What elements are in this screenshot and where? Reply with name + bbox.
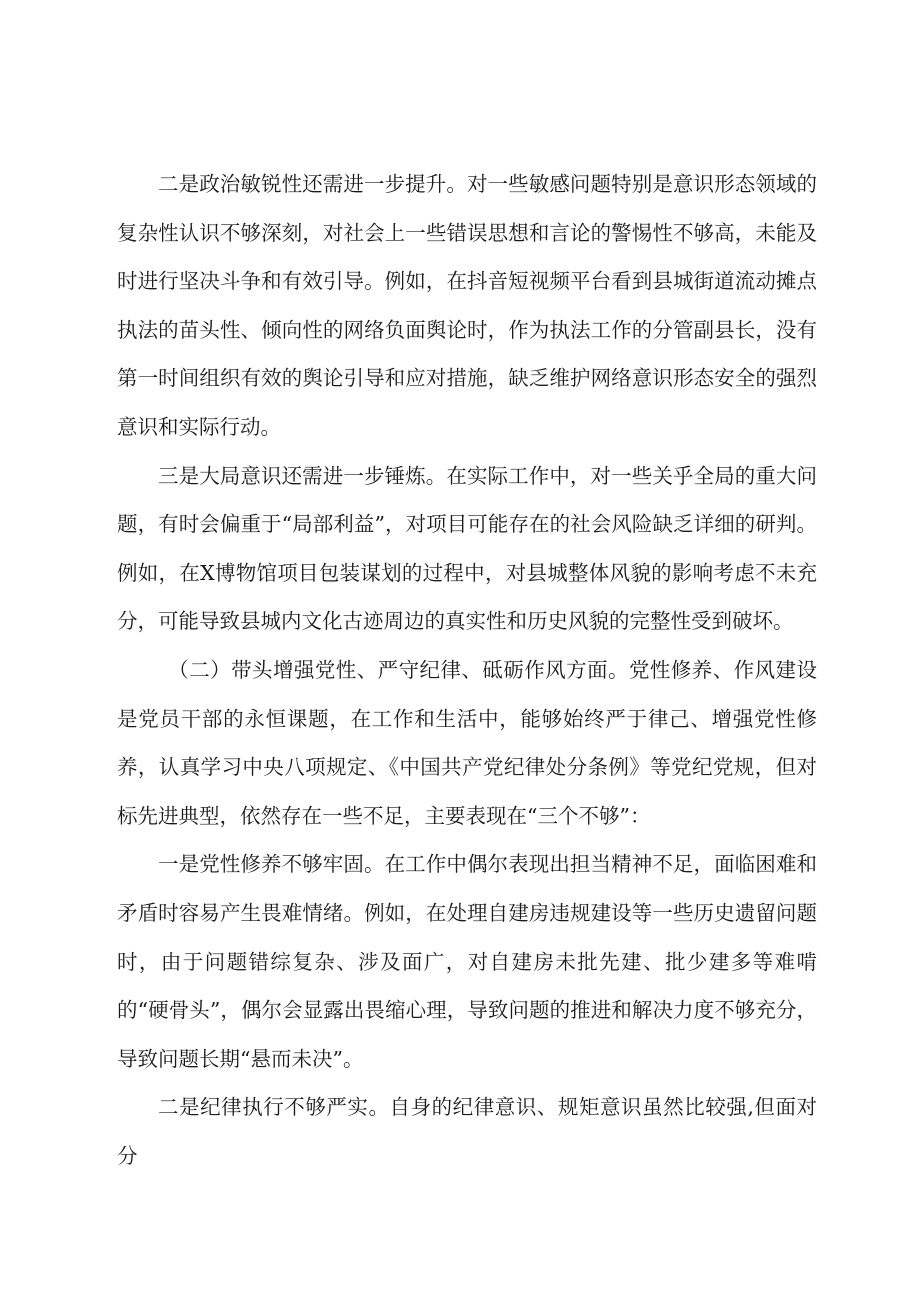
paragraph-political-sensitivity: 二是政治敏锐性还需进一步提升。对一些敏感问题特别是意识形态领域的复杂性认识不够深刻，对社会上一些错误思想和言论的警惕性不够高，未能及时进行坚决斗争和有效引导。例如，在抖音短视频平台看到县城街道流动摊点执法的苗头性、倾向性的网络负面舆论时，作为执法工作的分管副县长，没有第一时间组织有效的舆论引导和应对措施，缺乏维护网络意识形态安全的强烈意识和实际行动。 [117,172,817,439]
paragraph-party-cultivation: 一是党性修养不够牢固。在工作中偶尔表现出担当精神不足，面临困难和矛盾时容易产生畏难情绪。例如，在处理自建房违规建设等一些历史遗留问题时，由于问题错综复杂、涉及面广，对自建房未批先建、批少建多等难啃的“硬骨头”，偶尔会显露出畏缩心理，导致问题的推进和解决力度不够充分，导致问题长期“悬而未决”。 [117,852,817,1071]
document-body [117,160,817,1180]
section-heading-party-spirit: （二）带头增强党性、严守纪律、砥砺作风方面。党性修养、作风建设是党员干部的永恒课题，在工作和生活中，能够始终严于律己、增强党性修养，认真学习中央八项规定、《中国共产党纪律处分条例》等党纪党规，但对标先进典型，依然存在一些不足，主要表现在“三个不够”： [117,657,817,828]
paragraph-overall-awareness: 三是大局意识还需进一步锤炼。在实际工作中，对一些关乎全局的重大问题，有时会偏重于“局部利益”，对项目可能存在的社会风险缺乏详细的研判。例如，在X博物馆项目包装谋划的过程中，对县城整体风貌的影响考虑不未充分，可能导致县城内文化古迹周边的真实性和历史风貌的完整性受到破坏。 [117,463,817,634]
paragraph-discipline-execution: 二是纪律执行不够严实。自身的纪律意识、规矩意识虽然比较强,但面对分 [117,1095,817,1168]
